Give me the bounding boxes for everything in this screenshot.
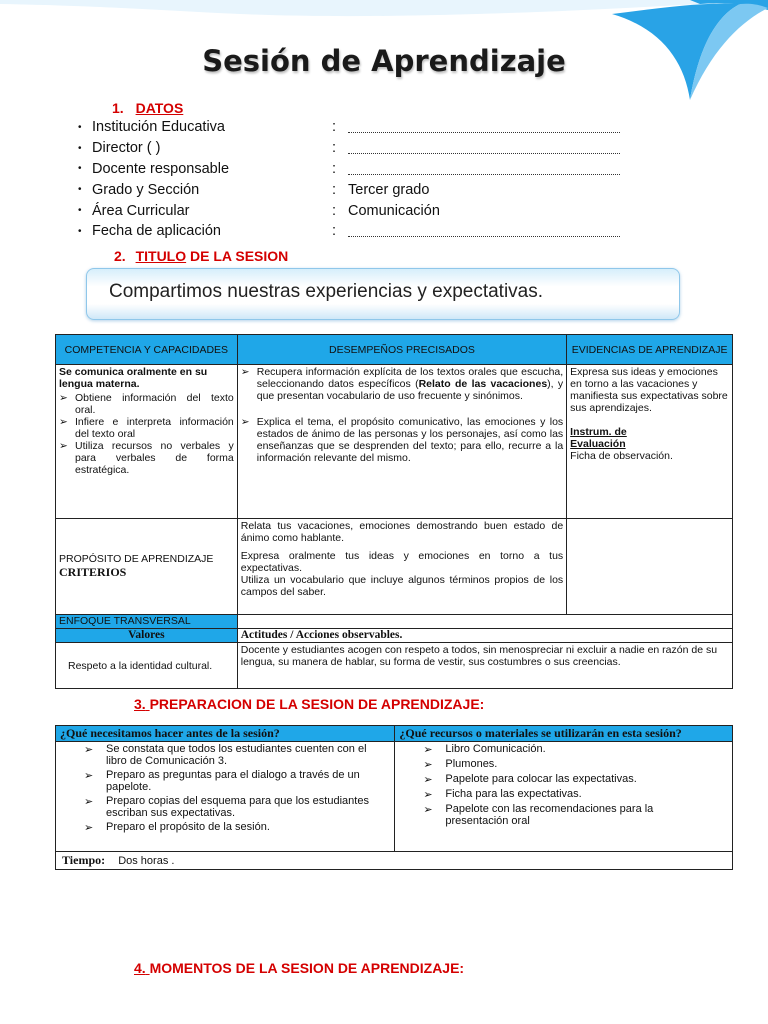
competencias-table [55, 334, 733, 689]
antes-item [84, 795, 388, 819]
arrow-icon: ➢ [59, 440, 68, 452]
arrow-icon: ➢ [84, 770, 94, 782]
datos-colon: : [332, 181, 337, 198]
col-desempenos: DESEMPEÑOS PRECISADOS [237, 335, 566, 365]
criterio-text: Expresa oralmente tus ideas y emociones en torno a tus expectativas. [240, 550, 564, 574]
desempeno-text: Recupera información explícita de los textos orales que escucha, seleccionando datos específicos ( [256, 366, 564, 390]
datos-label: Fecha de aplicación [92, 223, 221, 240]
prep-num: 3. [134, 696, 146, 712]
datos-heading-label: DATOS [135, 100, 184, 116]
datos-row: • Director ( ) : [78, 138, 638, 159]
antes-cell [56, 742, 395, 852]
arrow-icon: ➢ [84, 822, 94, 834]
col-recursos: ¿Qué recursos o materiales se utilizarán en esta sesión? [395, 726, 733, 742]
capacidad-text: Obtiene información del texto oral. [75, 392, 234, 416]
arrow-icon: ➢ [84, 744, 94, 756]
datos-colon: : [332, 223, 337, 240]
competencia-title: Se comunica oralmente en su lengua materna. [59, 366, 208, 390]
desempeno-item [241, 366, 563, 402]
evidencia-text: Expresa sus ideas y emociones en torno a las vacaciones y manifiesta sus expectativas sobre sus aprendizajes. [570, 366, 728, 414]
recurso-text: Plumones. [445, 758, 498, 770]
datos-blank [348, 142, 620, 154]
prep-title: PREPARACION DE LA SESION DE APRENDIZAJE: [149, 696, 485, 712]
recurso-item [423, 803, 672, 827]
datos-label: Institución Educativa [92, 119, 225, 136]
antes-item [84, 743, 388, 767]
datos-value: Tercer grado [348, 181, 430, 198]
titulo-heading [114, 248, 288, 264]
datos-label: Área Curricular [92, 202, 190, 219]
antes-text: Preparo as preguntas para el dialogo a través de un papelote. [106, 769, 360, 793]
arrow-icon: ➢ [423, 789, 433, 801]
desempeno-text: Explica el tema, el propósito comunicativo, las emociones y los estados de ánimo de las personas y los personajes, así como las enseñanzas que se desprenden del texto; para ello, recurre a la información relevante del mismo. [256, 416, 564, 464]
competencia-cell [56, 365, 238, 519]
valores-header: Valores [56, 629, 238, 643]
criterio-text: Relata tus vacaciones, emociones demostrando buen estado de ánimo como hablante. [240, 520, 564, 544]
proposito-label: PROPÓSITO DE APRENDIZAJE [59, 553, 214, 565]
enfoque-label: ENFOQUE TRANSVERSAL [56, 615, 238, 629]
titulo-word: TITULO [135, 248, 187, 264]
datos-heading-num: 1. [112, 100, 124, 116]
antes-text: Preparo el propósito de la sesión. [106, 821, 270, 833]
session-title-text: Compartimos nuestras experiencias y expectativas. [109, 281, 544, 302]
datos-row: • Grado y Sección : Tercer grado [78, 179, 638, 200]
session-title-banner [86, 268, 680, 320]
datos-list [78, 117, 638, 242]
col-evidencias: EVIDENCIAS DE APRENDIZAJE [567, 335, 733, 365]
tiempo-row [56, 852, 733, 870]
page-title: Sesión de Aprendizaje [202, 44, 566, 78]
arrow-icon: ➢ [240, 416, 250, 428]
arrow-icon: ➢ [84, 796, 94, 808]
antes-text: Preparo copias del esquema para que los estudiantes escriban sus expectativas. [106, 795, 369, 819]
datos-label: Director ( ) [92, 140, 161, 157]
momentos-heading [134, 960, 464, 976]
recurso-text: Papelote con las recomendaciones para la presentación oral [445, 803, 654, 827]
recurso-text: Papelote para colocar las expectativas. [445, 773, 637, 785]
tiempo-label: Tiempo: [62, 853, 106, 867]
datos-colon: : [332, 160, 337, 177]
momentos-num: 4. [134, 960, 146, 976]
antes-item [84, 821, 388, 834]
capacidad-item [59, 416, 234, 440]
arrow-icon: ➢ [240, 366, 250, 378]
desempeno-text: ), y que presentan vocabulario de uso frecuente y sinónimos. [256, 378, 564, 402]
capacidad-item [59, 440, 234, 476]
datos-row: • Fecha de aplicación : [78, 221, 638, 242]
titulo-num: 2. [114, 248, 126, 264]
evidencias-cell [567, 365, 733, 519]
arrow-icon: ➢ [423, 759, 433, 771]
col-competencia: COMPETENCIA Y CAPACIDADES [56, 335, 238, 365]
datos-row: • Institución Educativa : [78, 117, 638, 138]
datos-label: Grado y Sección [92, 181, 200, 198]
prep-heading [134, 696, 484, 712]
criterios-cell [237, 519, 566, 615]
datos-colon: : [332, 119, 337, 136]
recurso-item [423, 758, 672, 771]
valor-cell: Respeto a la identidad cultural. [56, 643, 238, 689]
capacidad-item [59, 392, 234, 416]
datos-blank [348, 225, 620, 237]
arrow-icon: ➢ [423, 744, 433, 756]
arrow-icon: ➢ [423, 774, 433, 786]
titulo-rest: DE LA SESION [186, 248, 289, 264]
recursos-cell [395, 742, 733, 852]
desempeno-item [241, 416, 563, 464]
datos-colon: : [332, 140, 337, 157]
recurso-item [423, 743, 672, 756]
criterios-label: CRITERIOS [59, 565, 127, 579]
tiempo-value: Dos horas . [118, 855, 175, 867]
enfoque-empty [237, 615, 732, 629]
datos-row: • Área Curricular : Comunicación [78, 200, 638, 221]
col-antes: ¿Qué necesitamos hacer antes de la sesión? [56, 726, 395, 742]
recurso-text: Ficha para las expectativas. [445, 788, 582, 800]
recurso-text: Libro Comunicación. [445, 743, 546, 755]
datos-colon: : [332, 202, 337, 219]
capacidad-text: Utiliza recursos no verbales y para verbales de forma estratégica. [75, 440, 234, 476]
datos-value: Comunicación [348, 202, 440, 219]
datos-blank [348, 163, 620, 175]
empty-cell [567, 519, 733, 615]
actitudes-header: Actitudes / Acciones observables. [237, 629, 732, 643]
proposito-cell [56, 519, 238, 615]
instrumento-value: Ficha de observación. [570, 450, 673, 462]
instrumento-label: Instrum. de Evaluación [570, 426, 627, 450]
capacidad-text: Infiere e interpreta información del texto oral [75, 416, 234, 440]
datos-heading [112, 100, 183, 116]
desempenos-cell [237, 365, 566, 519]
criterio-text: Utiliza un vocabulario que incluye algunos términos propios de los campos del saber. [240, 574, 564, 598]
antes-text: Se constata que todos los estudiantes cuenten con el libro de Comunicación 3. [106, 743, 367, 767]
recurso-item [423, 788, 672, 801]
recurso-item [423, 773, 672, 786]
datos-blank [348, 121, 620, 133]
arrow-icon: ➢ [423, 804, 433, 816]
arrow-icon: ➢ [59, 392, 68, 404]
antes-item [84, 769, 388, 793]
datos-label: Docente responsable [92, 160, 230, 177]
momentos-title: MOMENTOS DE LA SESION DE APRENDIZAJE: [149, 960, 465, 976]
preparacion-table [55, 725, 733, 870]
actitud-cell: Docente y estudiantes acogen con respeto a todos, sin menospreciar ni excluir a nadie en razón de su lengua, su manera de hablar, su forma de vestir, sus costumbres o sus creencias. [237, 643, 732, 689]
datos-row: • Docente responsable : [78, 159, 638, 180]
desempeno-bold: Relato de las vacaciones [418, 378, 548, 390]
arrow-icon: ➢ [59, 416, 68, 428]
